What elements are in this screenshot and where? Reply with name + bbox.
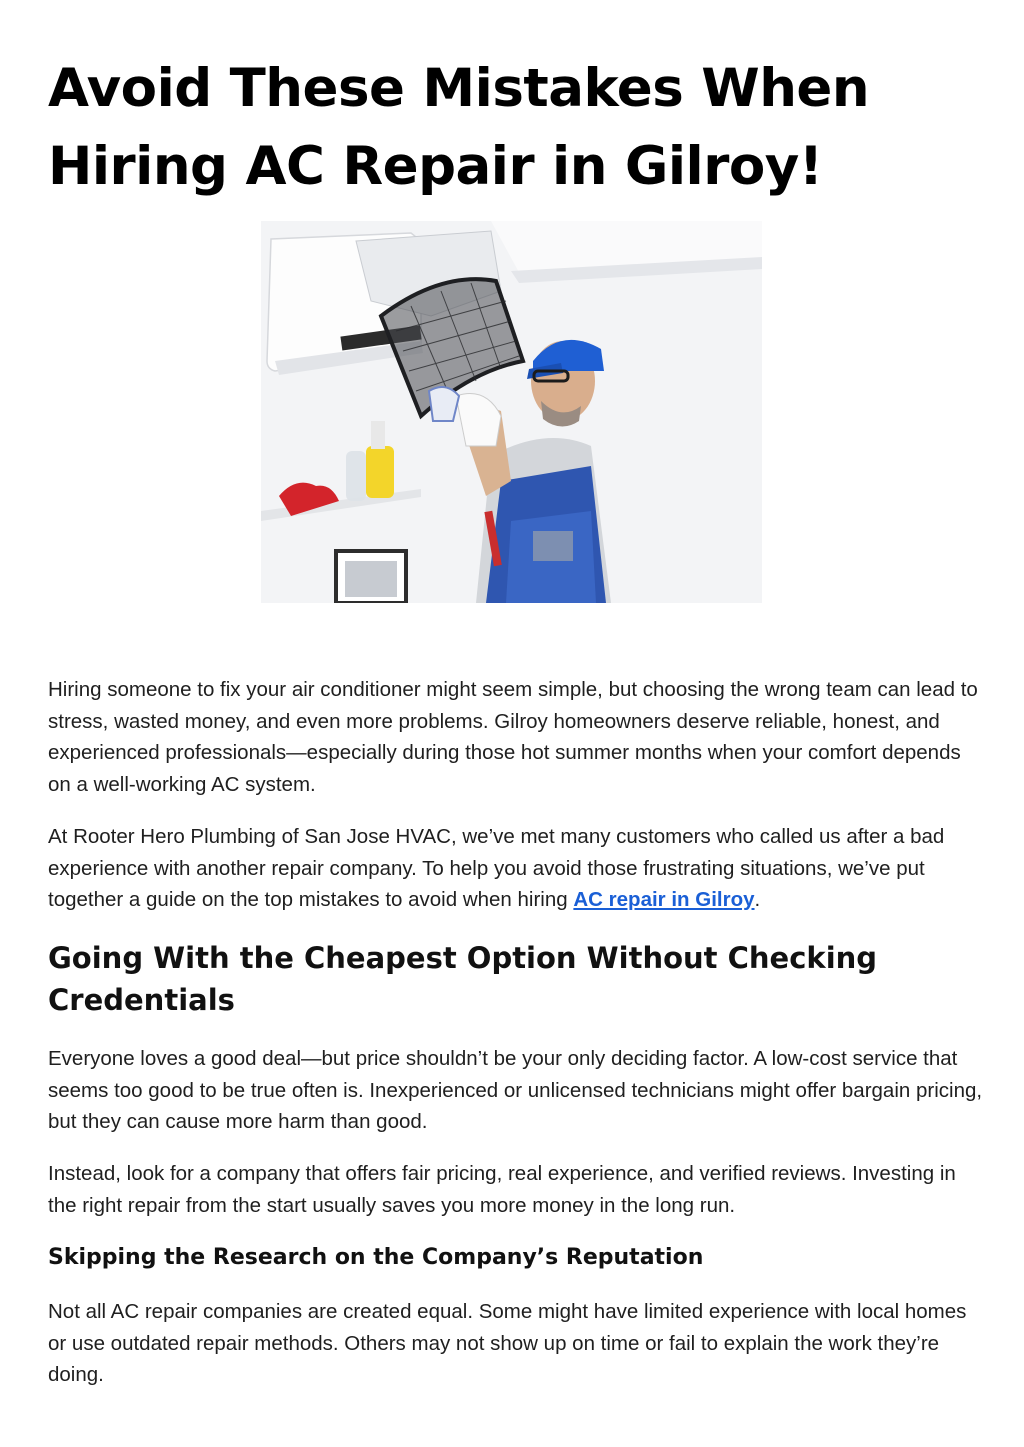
intro-paragraph-2 <box>48 821 988 916</box>
intro-paragraph-2-end: . <box>754 888 761 911</box>
section-2-paragraph-1: Not all AC repair companies are created equal. Some might have limited experience with local homes or use outdated repair methods. Others may not show up on time or fail to explain the work they’re doing. <box>48 1300 967 1386</box>
section-1-paragraph-2: Instead, look for a company that offers fair pricing, real experience, and verified reviews. Investing in the right repair from the start usually saves you more money in the long run. <box>48 1162 956 1217</box>
section-1-paragraph-1: Everyone loves a good deal—but price shouldn’t be your only deciding factor. A low-cost service that seems too good to be true often is. Inexperienced or unlicensed technicians might offer bargain pricing, but they can cause more harm than good. <box>48 1047 983 1133</box>
intro-paragraph-2-text: At Rooter Hero Plumbing of San Jose HVAC, we’ve met many customers who called us after a bad experience with another repair company. To help you avoid those frustrating situations, we’ve put together a guide on the top mistakes to avoid when hiring <box>48 825 945 911</box>
hero-image-technician-ac-repair <box>261 221 762 603</box>
intro-paragraph-1: Hiring someone to fix your air conditioner might seem simple, but choosing the wrong team can lead to stress, wasted money, and even more problems. Gilroy homeowners deserve reliable, honest, and experienced professionals—especially during those hot summer months when your comfort depends on a well-working AC system. <box>48 678 978 796</box>
section-heading-reputation: Skipping the Research on the Company’s Reputation <box>48 1245 704 1270</box>
section-heading-cheapest-option: Going With the Cheapest Option Without Checking Credentials <box>48 941 878 1017</box>
page-title: Avoid These Mistakes When Hiring AC Repair in Gilroy! <box>48 58 870 197</box>
ac-repair-gilroy-link[interactable]: AC repair in Gilroy <box>573 888 755 911</box>
